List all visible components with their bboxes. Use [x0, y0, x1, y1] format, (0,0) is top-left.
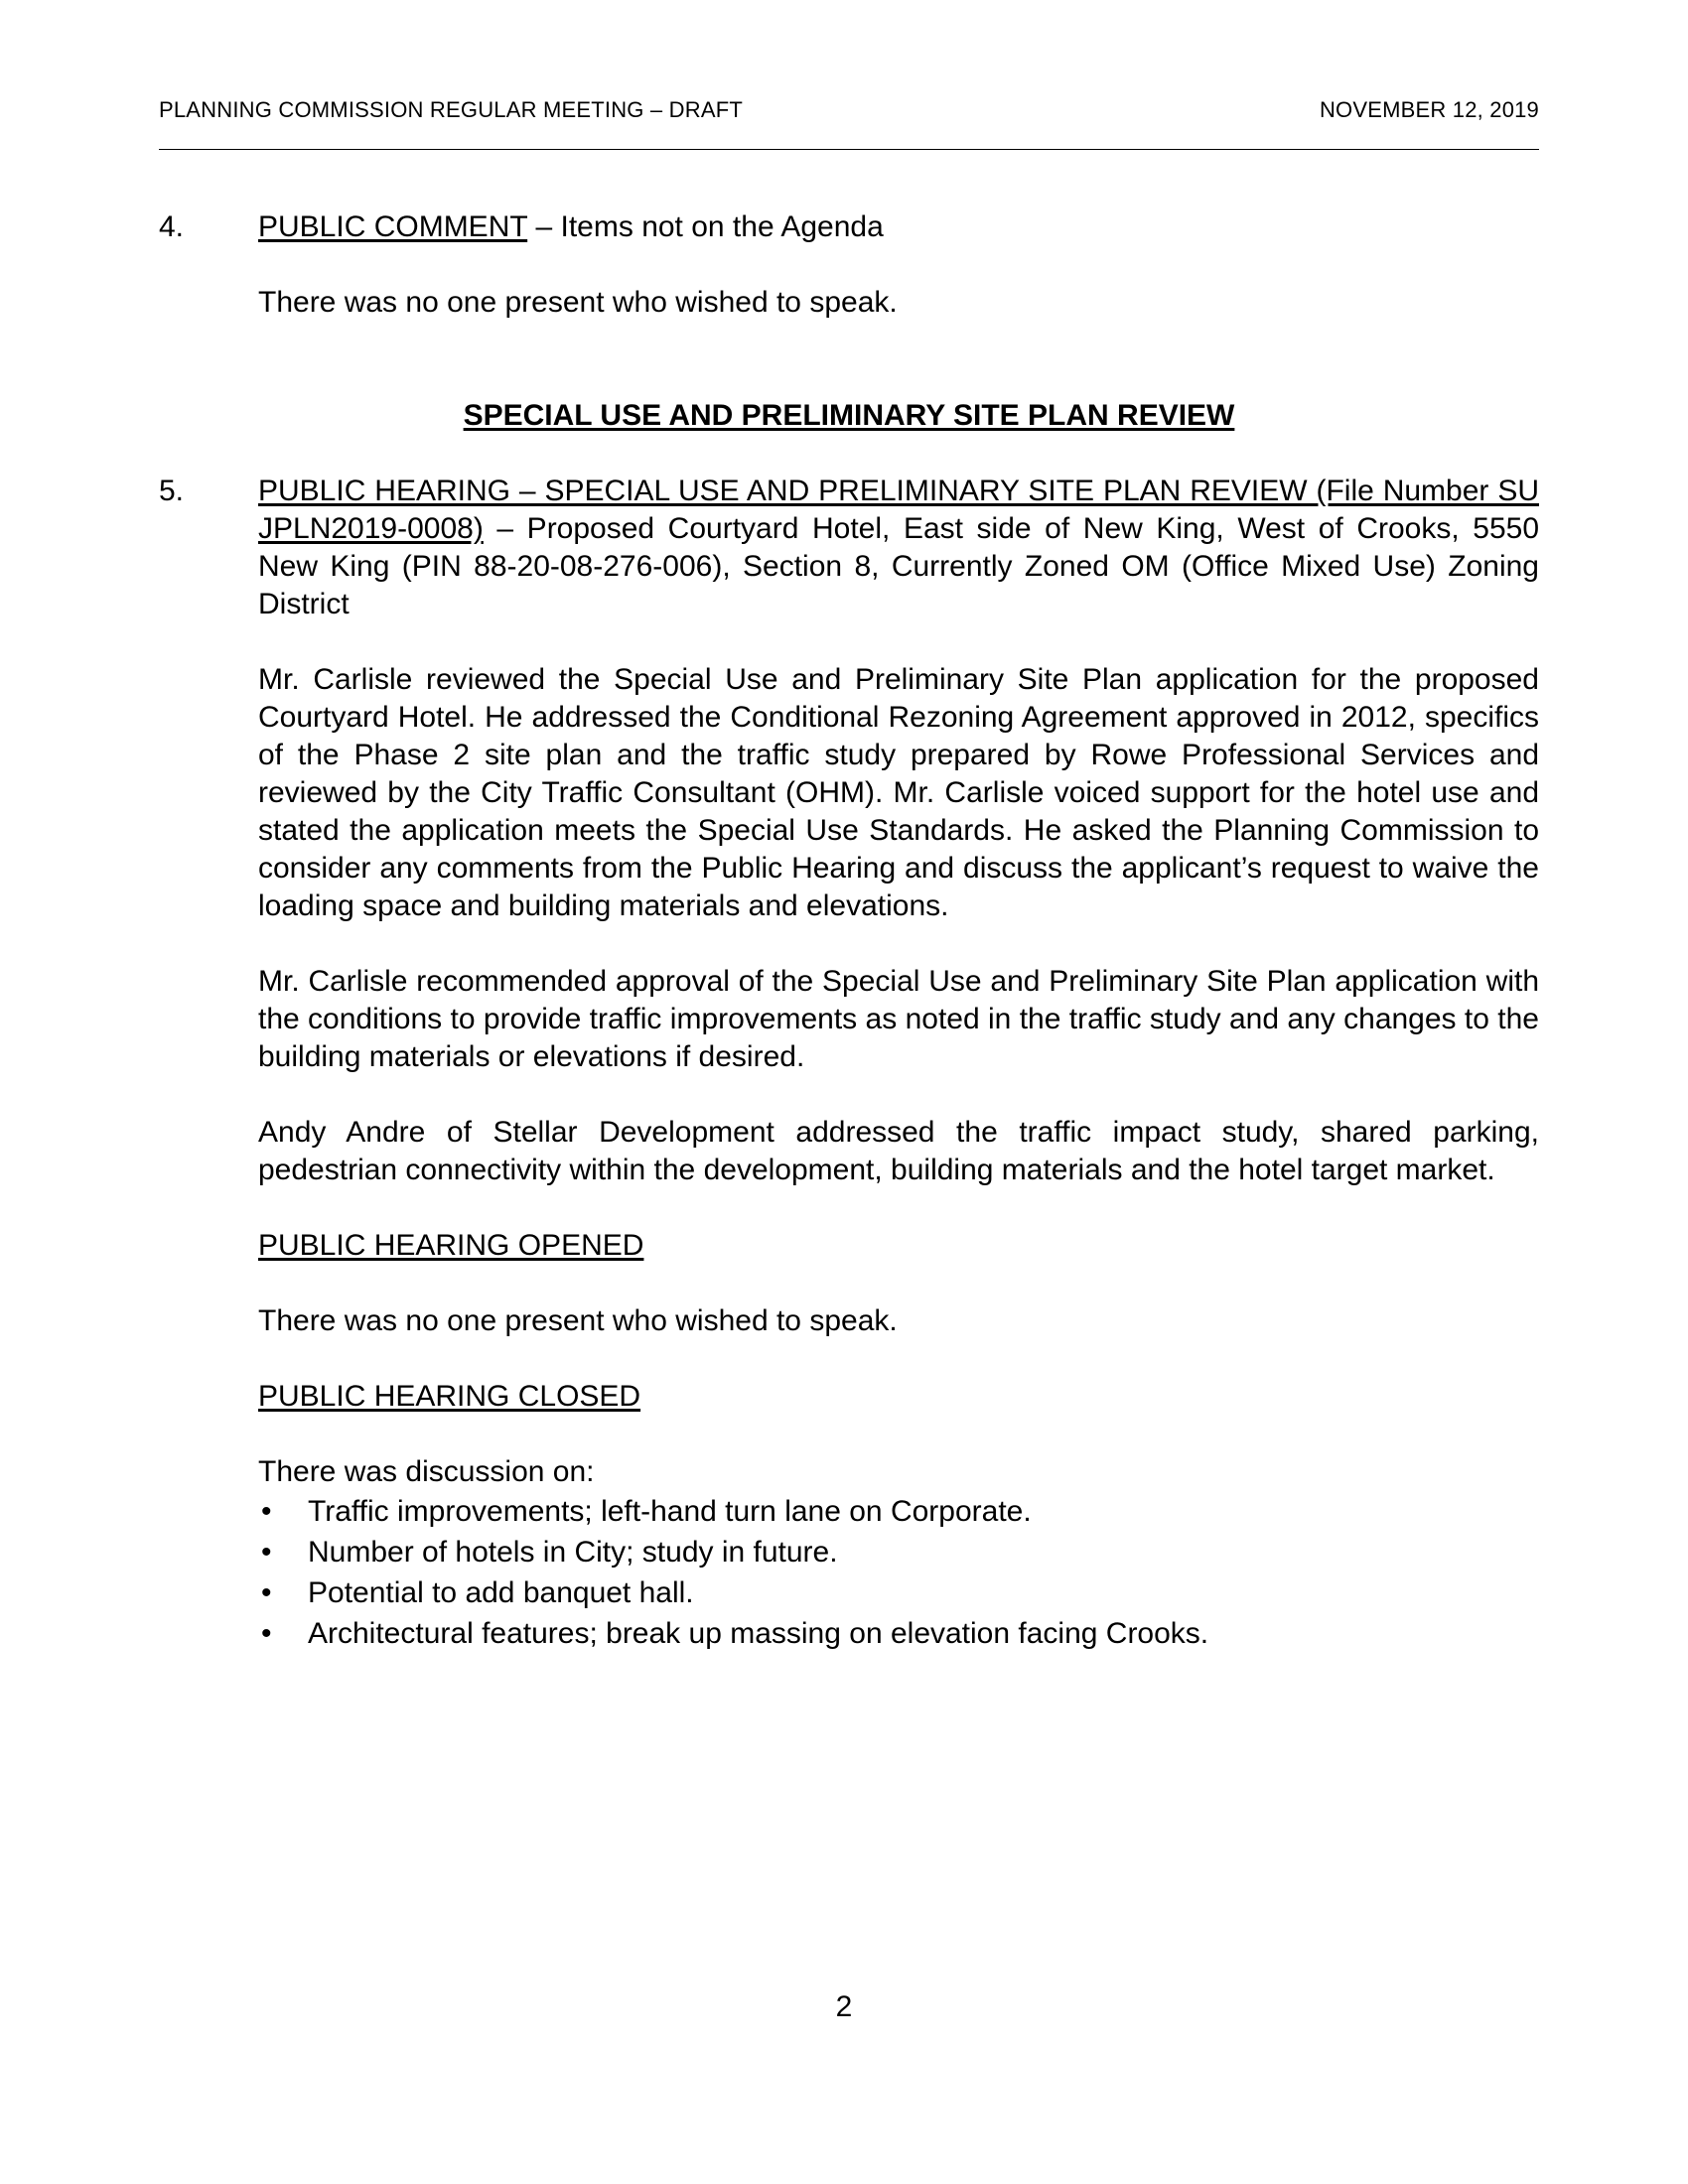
agenda-item-4	[159, 208, 1539, 322]
list-item: • Potential to add banquet hall.	[258, 1572, 1539, 1613]
recommendation-paragraph: Mr. Carlisle recommended approval of the Special Use and Preliminary Site Plan application with the conditions to provide traffic improvements as noted in the traffic study and any changes to the building materials or elevations if desired.	[258, 965, 1539, 1073]
header-divider	[159, 149, 1539, 150]
item-heading	[258, 208, 1539, 246]
item-title: PUBLIC HEARING – SPECIAL USE AND PRELIMINARY SITE PLAN REVIEW (File Number SU JPLN2019-0008)	[258, 475, 1539, 545]
page-header	[159, 97, 1539, 127]
bullet-icon: •	[261, 1495, 272, 1528]
applicant-paragraph: Andy Andre of Stellar Development addressed the traffic impact study, shared parking, pedestrian connectivity within the development, building materials and the hotel target market.	[258, 1116, 1539, 1186]
list-item: • Architectural features; break up massing on elevation facing Crooks.	[258, 1613, 1539, 1654]
item-title-rest: – Items not on the Agenda	[527, 210, 884, 243]
list-item: • Number of hotels in City; study in future.	[258, 1532, 1539, 1572]
discussion-list	[258, 1491, 1539, 1654]
hearing-opened-heading: PUBLIC HEARING OPENED	[258, 1229, 644, 1262]
discussion-intro: There was discussion on:	[258, 1455, 595, 1488]
item-title-rest: – Proposed Courtyard Hotel, East side of New King, West of Crooks, 5550 New King (PIN 88-20-08-276-006), Section 8, Currently Zoned OM (Office Mixed Use) Zoning District	[258, 512, 1539, 620]
item-number: 4.	[159, 210, 185, 243]
item-title: PUBLIC COMMENT	[258, 210, 528, 243]
section-title: SPECIAL USE AND PRELIMINARY SITE PLAN REVIEW	[463, 399, 1235, 432]
document-body	[159, 208, 1539, 1654]
item-heading	[258, 473, 1539, 623]
staff-review-paragraph: Mr. Carlisle reviewed the Special Use and Preliminary Site Plan application for the proposed Courtyard Hotel. He addressed the Conditional Rezoning Agreement approved in 2012, specifics of the Phase 2 site plan and the traffic study prepared by Rowe Professional Services and reviewed by the City Traffic Consultant (OHM). Mr. Carlisle voiced support for the hotel use and stated the application meets the Special Use Standards. He asked the Planning Commission to consider any comments from the Public Hearing and discuss the applicant’s request to waive the loading space and building materials and elevations.	[258, 663, 1539, 922]
bullet-icon: •	[261, 1617, 272, 1650]
hearing-closed-heading: PUBLIC HEARING CLOSED	[258, 1380, 641, 1413]
list-item: • Traffic improvements; left-hand turn lane on Corporate.	[258, 1491, 1539, 1532]
page-number: 2	[835, 1990, 853, 2023]
agenda-item-5	[159, 473, 1539, 1654]
item-number: 5.	[159, 475, 185, 507]
bullet-icon: •	[261, 1536, 272, 1569]
bullet-icon: •	[261, 1576, 272, 1609]
item-body: There was no one present who wished to speak.	[258, 286, 898, 319]
header-meeting-title: PLANNING COMMISSION REGULAR MEETING – DRAFT	[159, 97, 744, 122]
no-speakers-text: There was no one present who wished to speak.	[258, 1304, 898, 1337]
header-date: NOVEMBER 12, 2019	[1319, 97, 1539, 122]
